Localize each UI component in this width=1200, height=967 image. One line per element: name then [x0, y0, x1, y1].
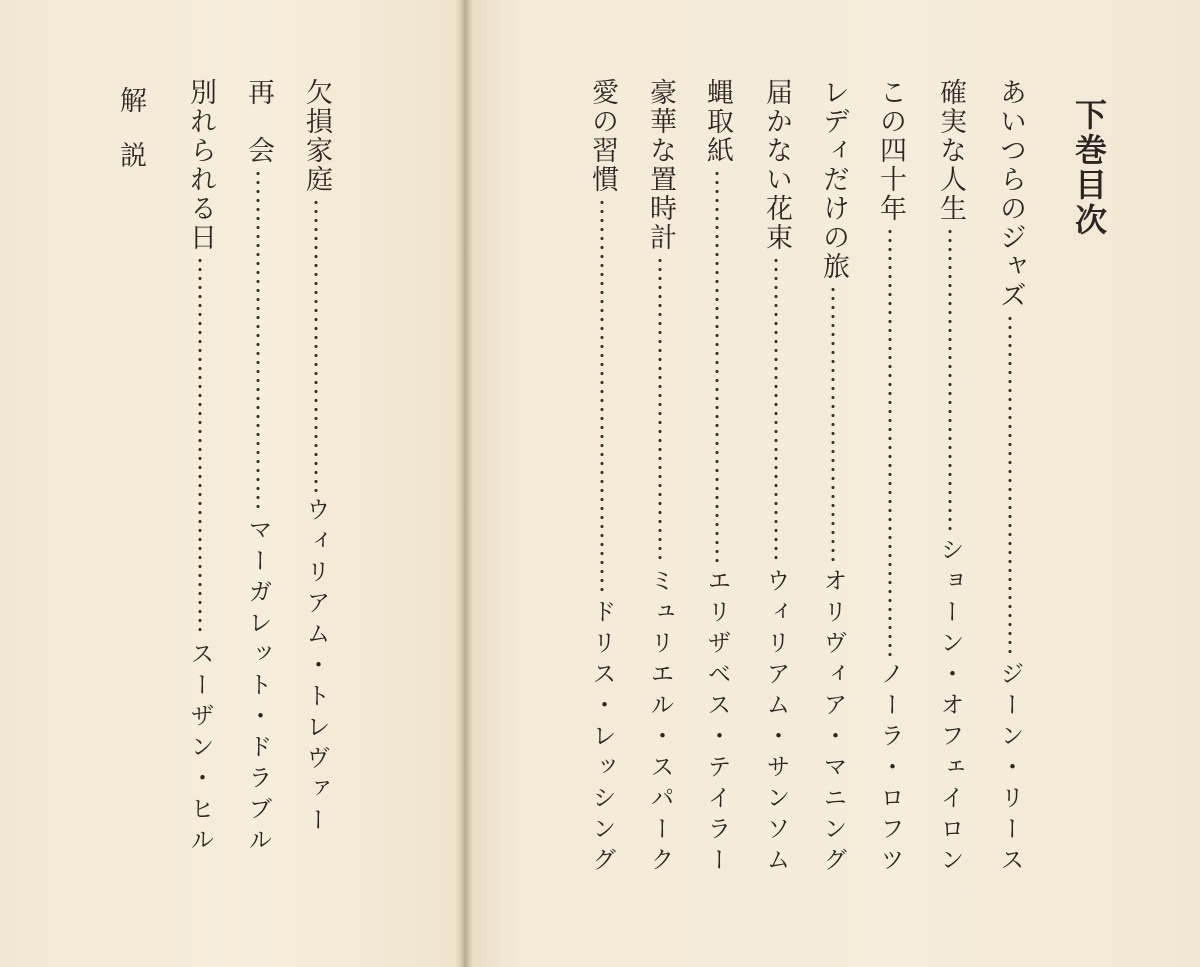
dot-leader — [715, 169, 719, 564]
toc-entry — [582, 78, 622, 878]
dot-leader — [948, 227, 952, 533]
entry-title: あいつらのジャズ — [995, 78, 1026, 310]
dot-leader — [1008, 314, 1012, 657]
entry-title: 再 会 — [243, 78, 274, 165]
entry-author: スーザン・ヒル — [186, 641, 214, 858]
toc-entry — [238, 78, 278, 858]
dot-leader — [198, 256, 202, 637]
dot-leader — [888, 227, 892, 657]
toc-entry — [930, 78, 970, 878]
dot-leader — [314, 198, 318, 493]
entry-author: ショーン・オフェイロン — [936, 537, 964, 878]
entry-author: オリヴィア・マニング — [819, 568, 847, 878]
toc-entry — [870, 78, 910, 878]
left-page — [0, 0, 470, 967]
entry-author: ウィリアム・サンソム — [762, 568, 790, 878]
dot-leader — [658, 256, 662, 564]
toc-entry — [697, 78, 737, 878]
toc-entry — [990, 78, 1030, 878]
entry-title: この四十年 — [875, 78, 906, 223]
dot-leader — [831, 285, 835, 564]
entry-title: レディだけの旅 — [818, 78, 849, 281]
entry-title: 蝿取紙 — [702, 78, 733, 165]
toc-entry — [296, 78, 336, 838]
toc-entry — [756, 78, 796, 878]
book-gutter — [455, 0, 473, 967]
entry-title: 届かない花束 — [761, 78, 792, 252]
dot-leader — [600, 198, 604, 595]
entry-author: ノーラ・ロフツ — [876, 661, 904, 878]
entry-title: 別れられる日 — [185, 78, 216, 252]
entry-title: 確実な人生 — [935, 78, 966, 223]
toc-entry — [640, 78, 680, 878]
entry-author: マーガレット・ドラブル — [244, 517, 272, 858]
entry-author: ドリス・レッシング — [588, 599, 616, 878]
entry-author: ジーン・リース — [996, 661, 1024, 878]
entry-title: 欠損家庭 — [301, 78, 332, 194]
appendix-commentary: 解説 — [115, 86, 146, 196]
toc-entry — [813, 78, 853, 878]
entry-author: エリザベス・テイラー — [703, 568, 731, 878]
entry-title: 豪華な置時計 — [645, 78, 676, 252]
entry-author: ウィリアム・トレヴァー — [302, 497, 330, 838]
dot-leader — [774, 256, 778, 564]
toc-entry — [180, 78, 220, 858]
entry-author: ミュリエル・スパーク — [646, 568, 674, 878]
dot-leader — [256, 169, 260, 513]
entry-title: 愛の習慣 — [587, 78, 618, 194]
toc-heading: 下巻目次 — [1070, 98, 1108, 238]
